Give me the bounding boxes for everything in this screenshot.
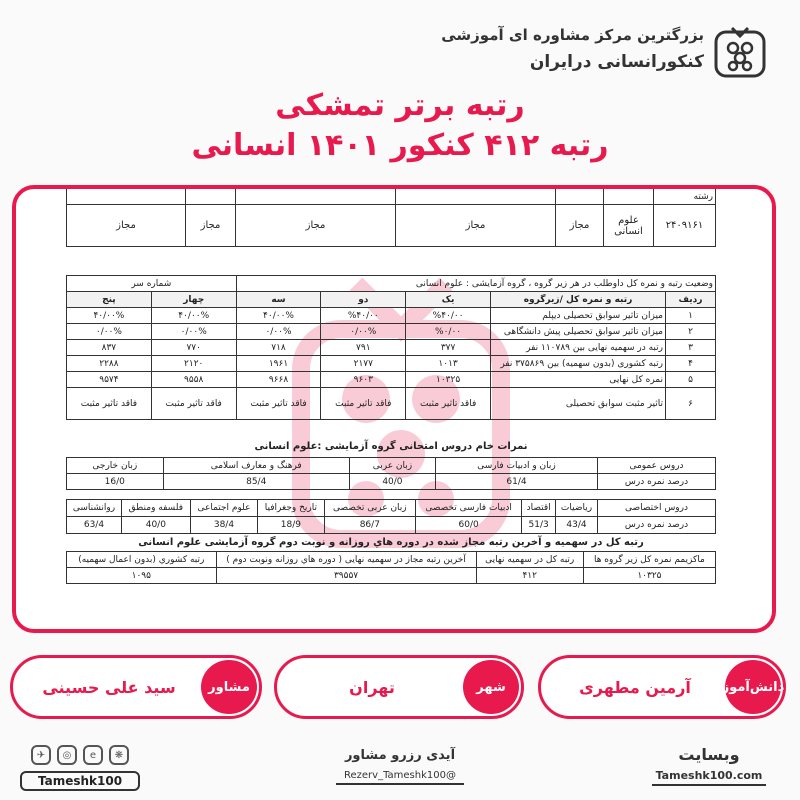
cell: ۹۶۰۳ — [321, 372, 406, 388]
rank-table — [66, 275, 716, 420]
cell: ۱۰۱۳ — [406, 356, 491, 372]
subject-header: علوم اجتماعی — [190, 500, 257, 517]
score-cell: 60/0 — [416, 517, 522, 534]
rank-caption-left: شماره سر — [67, 276, 237, 292]
status-cell: مجاز — [186, 205, 236, 247]
cell: ۹۵۵۸ — [151, 372, 236, 388]
cell: ۹۶۶۸ — [236, 372, 321, 388]
cell: ۰/۰۰% — [151, 324, 236, 340]
rank-caption: وضعیت رتبه و نمره کل داوطلب در هر زیر گروه ، گروه آزمایشی : علوم انسانی — [236, 276, 715, 292]
cell: %۰/۰۰ — [406, 324, 491, 340]
final-rank-title: رتبه کل در سهمیه و آخرین رتبه مجاز شده در دوره هاي روزانه و نوبت دوم گروه آزمایشی علوم انسانی — [138, 537, 644, 548]
col-header: رتبه و نمره کل /زیرگروه — [491, 292, 666, 308]
headline-subtitle: رتبه ۴۱۲ کنکور ۱۴۰۱ انسانی — [191, 128, 609, 163]
social-handle[interactable]: Tameshk100 — [20, 771, 140, 791]
table-row — [67, 308, 716, 324]
score-cell: 40/0 — [121, 517, 190, 534]
cell: ۴۰/۰۰% — [151, 308, 236, 324]
score-cell: 61/4 — [436, 474, 598, 490]
row-label: میزان تاثیر سوابق تحصیلی پیش دانشگاهی — [491, 324, 666, 340]
subject-header: ریاضیات — [556, 500, 598, 517]
advisor-label: مشاور — [201, 660, 257, 714]
table-row — [67, 324, 716, 340]
row-index: ۶ — [666, 388, 716, 420]
col-header: چهار — [151, 292, 236, 308]
score-cell: 51/3 — [522, 517, 556, 534]
table-row — [67, 388, 716, 420]
col-header: آخرین رتبه مجاز در سهمیه نهایی ( دوره هاي روزانه ونوبت دوم ) — [216, 552, 476, 568]
table-row — [67, 340, 716, 356]
eitaa-icon[interactable]: e — [83, 745, 103, 765]
final-rank-table — [66, 551, 716, 584]
city-name: تهران — [349, 677, 395, 697]
col-header: ردیف — [666, 292, 716, 308]
score-cell: 18/9 — [258, 517, 324, 534]
quota-rank-value: ۴۱۲ — [476, 568, 583, 584]
subject-header: فلسفه ومنطق — [121, 500, 190, 517]
cell: ۷۱۸ — [236, 340, 321, 356]
cell: ۲۱۲۰ — [151, 356, 236, 372]
city-pill — [274, 655, 524, 719]
reserve-handle[interactable]: @Rezerv_Tameshk100 — [336, 768, 464, 785]
score-cell: 43/4 — [556, 517, 598, 534]
website — [644, 745, 774, 786]
cell: ۱۰۳۲۵ — [406, 372, 491, 388]
subject-header: زبان عربی تخصصی — [324, 500, 415, 517]
telegram-icon[interactable]: ✈ — [31, 745, 51, 765]
cell: ۰/۰۰% — [321, 324, 406, 340]
subject-header: زبان خارجی — [67, 458, 164, 474]
cell: ۱۹۶۱ — [236, 356, 321, 372]
cell: ۲۱۷۷ — [321, 356, 406, 372]
score-cell: 40/0 — [349, 474, 435, 490]
specialized-subjects-table — [66, 499, 716, 534]
cell: ۳۷۷ — [406, 340, 491, 356]
cell: فاقد تاثیر مثبت — [67, 388, 152, 420]
cell: فاقد تاثیر مثبت — [406, 388, 491, 420]
cell: %۴۰/۰۰ — [406, 308, 491, 324]
headline-title: رتبه برتر تمشکی — [275, 88, 525, 123]
report-document — [66, 189, 716, 629]
row-index: ۵ — [666, 372, 716, 388]
score-cell: 38/4 — [190, 517, 257, 534]
row-index: ۳ — [666, 340, 716, 356]
student-label: دانش‌آموز — [725, 660, 781, 714]
general-subjects-table — [66, 457, 716, 490]
candidate-code: ۲۴۰۹۱۶۱ — [654, 205, 716, 247]
row-label: میزان تاثیر سوابق تحصیلی دیپلم — [491, 308, 666, 324]
report-card — [12, 185, 776, 633]
cell: ۹۵۷۴ — [67, 372, 152, 388]
col-header: پنج — [67, 292, 152, 308]
cell: ۰/۰۰% — [236, 324, 321, 340]
row-index: ۱ — [666, 308, 716, 324]
row-label: درصد نمره درس — [598, 517, 716, 534]
cell: ۲۲۸۸ — [67, 356, 152, 372]
cell: فاقد تاثیر مثبت — [236, 388, 321, 420]
subject-header: تاریخ وجغرافیا — [258, 500, 324, 517]
row-label: دروس عمومی — [598, 458, 716, 474]
subject-header: ادبیات فارسی تخصصی — [416, 500, 522, 517]
score-cell: 16/0 — [67, 474, 164, 490]
row-label: نمره کل نهایی — [491, 372, 666, 388]
row-label: دروس اختصاصی — [598, 500, 716, 517]
table-row — [67, 372, 716, 388]
row-label: تاثیر مثبت سوابق تحصیلی — [491, 388, 666, 420]
website-title: وبسایت — [678, 745, 740, 764]
col-header: رتبه کل در سهمیه نهایی — [476, 552, 583, 568]
score-cell: 63/4 — [67, 517, 122, 534]
subject-header: زبان و ادبیات فارسی — [436, 458, 598, 474]
cell: فاقد تاثیر مثبت — [151, 388, 236, 420]
row-label: رتبه در سهمیه نهایی بین ۱۱۰۷۸۹ نفر — [491, 340, 666, 356]
student-name: آرمین مطهری — [579, 677, 691, 697]
status-cell: مجاز — [556, 205, 604, 247]
row-label: رتبه کشوری (بدون سهمیه) بین ۳۷۵۸۶۹ نفر — [491, 356, 666, 372]
network-icon[interactable]: ❋ — [109, 745, 129, 765]
reserve-id — [300, 748, 500, 785]
header-fragment: رشته — [654, 189, 716, 205]
brand-header — [441, 18, 766, 82]
row-label: درصد نمره درس — [598, 474, 716, 490]
student-pill — [538, 655, 786, 719]
subject-header: زبان عربی — [349, 458, 435, 474]
brand-tagline: بزرگترین مرکز مشاوره ای آموزشی — [441, 26, 704, 44]
cell: %۴۰/۰۰ — [321, 308, 406, 324]
col-header: ماکزیمم نمره کل زیر گروه ها — [583, 552, 715, 568]
raspberry-logo-icon — [714, 22, 766, 78]
subject-header: روانشناسی — [67, 500, 122, 517]
social-links — [10, 745, 150, 795]
col-header: سه — [236, 292, 321, 308]
table-row — [67, 356, 716, 372]
cell: ۷۹۱ — [321, 340, 406, 356]
subject-header: فرهنگ و معارف اسلامی — [163, 458, 349, 474]
score-cell: 85/4 — [163, 474, 349, 490]
score-cell: 86/7 — [324, 517, 415, 534]
cell: فاقد تاثیر مثبت — [321, 388, 406, 420]
subject-header: اقتصاد — [522, 500, 556, 517]
col-header: دو — [321, 292, 406, 308]
national-rank-value: ۱۰۹۵ — [67, 568, 217, 584]
advisor-pill — [10, 655, 262, 719]
brand-name: کنکورانسانی درایران — [529, 52, 704, 72]
max-score-value: ۱۰۳۲۵ — [583, 568, 715, 584]
advisor-name: سید علی حسینی — [42, 677, 176, 697]
instagram-icon[interactable]: ◎ — [57, 745, 77, 765]
row-index: ۴ — [666, 356, 716, 372]
candidate-table — [66, 188, 716, 247]
website-url[interactable]: Tameshk100.com — [652, 767, 767, 786]
city-label: شهر — [463, 660, 519, 714]
status-cell: مجاز — [236, 205, 396, 247]
raw-scores-title: نمرات خام دروس امتحانی گروه آزمایشی :علوم انسانی — [254, 441, 528, 452]
col-header: رتبه کشوري (بدون اعمال سهمیه) — [67, 552, 217, 568]
cell: ۰/۰۰% — [67, 324, 152, 340]
cell: ۷۷۰ — [151, 340, 236, 356]
cell: ۴۰/۰۰% — [236, 308, 321, 324]
status-cell: مجاز — [396, 205, 556, 247]
cell: ۸۳۷ — [67, 340, 152, 356]
candidate-group: علوم انسانی — [604, 205, 654, 247]
reserve-title: آیدی رزرو مشاور — [344, 748, 456, 763]
last-allowed-rank-value: ۳۹۵۵۷ — [216, 568, 476, 584]
status-cell: مجاز — [67, 205, 186, 247]
cell: ۴۰/۰۰% — [67, 308, 152, 324]
row-index: ۲ — [666, 324, 716, 340]
col-header: یک — [406, 292, 491, 308]
